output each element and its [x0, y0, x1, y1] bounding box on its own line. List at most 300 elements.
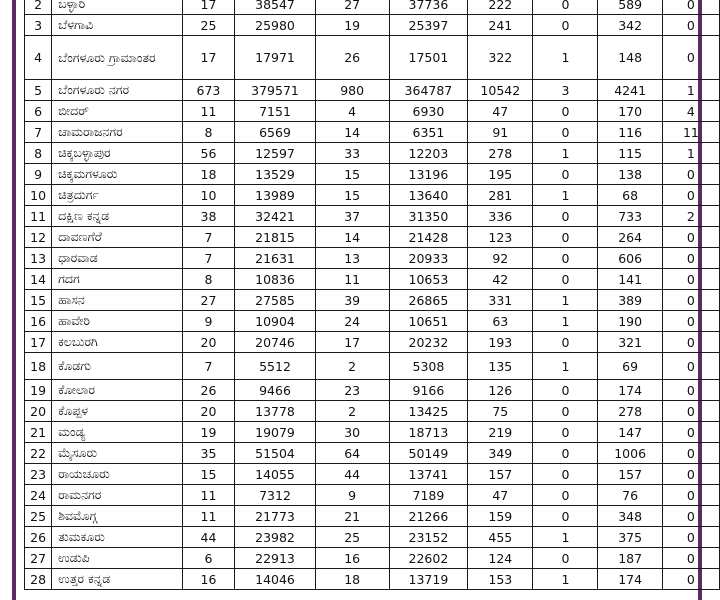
col-3-value: 15 — [315, 185, 389, 206]
table-row — [25, 311, 720, 332]
row-number: 23 — [25, 464, 52, 485]
col-6-value: 0 — [533, 485, 598, 506]
col-5-value: 126 — [468, 380, 533, 401]
table-row — [25, 353, 720, 380]
district-name: ಚಾಮರಾಜನಗರ — [52, 122, 182, 143]
col-8-value: 0 — [662, 185, 719, 206]
col-4-value: 13425 — [389, 401, 468, 422]
row-number: 13 — [25, 248, 52, 269]
district-name: ಕೊಡಗು — [52, 353, 182, 380]
col-8-value: 0 — [662, 227, 719, 248]
table-row — [25, 464, 720, 485]
col-7-value: 389 — [598, 290, 662, 311]
col-8-value: 0 — [662, 269, 719, 290]
col-1-value: 9 — [182, 311, 235, 332]
col-5-value: 157 — [468, 464, 533, 485]
district-name: ಬಳ್ಳಾರಿ — [52, 0, 182, 15]
col-1-value: 8 — [182, 122, 235, 143]
table-row — [25, 506, 720, 527]
col-8-value: 0 — [662, 464, 719, 485]
district-name: ಬೆಂಗಳೂರು ನಗರ — [52, 80, 182, 101]
col-7-value: 157 — [598, 464, 662, 485]
col-6-value: 1 — [533, 290, 598, 311]
table-row — [25, 380, 720, 401]
col-6-value: 1 — [533, 36, 598, 80]
table-body — [25, 0, 720, 590]
col-1-value: 11 — [182, 506, 235, 527]
row-number: 3 — [25, 15, 52, 36]
district-name: ಬೆಂಗಳೂರು ಗ್ರಾಮಾಂತರ — [52, 36, 182, 80]
col-3-value: 30 — [315, 422, 389, 443]
col-1-value: 56 — [182, 143, 235, 164]
col-4-value: 13741 — [389, 464, 468, 485]
col-6-value: 0 — [533, 101, 598, 122]
row-number: 15 — [25, 290, 52, 311]
col-5-value: 278 — [468, 143, 533, 164]
col-7-value: 69 — [598, 353, 662, 380]
district-name: ಶಿವಮೊಗ್ಗ — [52, 506, 182, 527]
col-1-value: 7 — [182, 227, 235, 248]
col-3-value: 2 — [315, 401, 389, 422]
district-name: ಉಡುಪಿ — [52, 548, 182, 569]
col-7-value: 278 — [598, 401, 662, 422]
col-7-value: 589 — [598, 0, 662, 15]
col-1-value: 27 — [182, 290, 235, 311]
district-name: ಗದಗ — [52, 269, 182, 290]
col-2-value: 21815 — [235, 227, 315, 248]
table-row — [25, 185, 720, 206]
col-2-value: 9466 — [235, 380, 315, 401]
col-6-value: 0 — [533, 15, 598, 36]
col-4-value: 13196 — [389, 164, 468, 185]
col-4-value: 21428 — [389, 227, 468, 248]
col-5-value: 195 — [468, 164, 533, 185]
col-8-value: 0 — [662, 36, 719, 80]
col-3-value: 17 — [315, 332, 389, 353]
col-2-value: 17971 — [235, 36, 315, 80]
district-name: ತುಮಕೂರು — [52, 527, 182, 548]
col-8-value: 0 — [662, 332, 719, 353]
table-row — [25, 227, 720, 248]
col-5-value: 193 — [468, 332, 533, 353]
row-number: 28 — [25, 569, 52, 590]
col-1-value: 11 — [182, 485, 235, 506]
col-2-value: 23982 — [235, 527, 315, 548]
col-4-value: 23152 — [389, 527, 468, 548]
col-4-value: 31350 — [389, 206, 468, 227]
col-3-value: 25 — [315, 527, 389, 548]
col-3-value: 14 — [315, 227, 389, 248]
col-3-value: 64 — [315, 443, 389, 464]
col-7-value: 1006 — [598, 443, 662, 464]
col-4-value: 12203 — [389, 143, 468, 164]
col-5-value: 349 — [468, 443, 533, 464]
table-row — [25, 332, 720, 353]
col-5-value: 47 — [468, 485, 533, 506]
table-row — [25, 164, 720, 185]
col-5-value: 241 — [468, 15, 533, 36]
row-number: 17 — [25, 332, 52, 353]
col-8-value: 0 — [662, 311, 719, 332]
col-6-value: 0 — [533, 422, 598, 443]
district-name: ಹಾಸನ — [52, 290, 182, 311]
col-2-value: 5512 — [235, 353, 315, 380]
col-5-value: 10542 — [468, 80, 533, 101]
row-number: 24 — [25, 485, 52, 506]
col-1-value: 19 — [182, 422, 235, 443]
col-8-value: 0 — [662, 164, 719, 185]
col-8-value: 0 — [662, 380, 719, 401]
col-8-value: 0 — [662, 443, 719, 464]
col-2-value: 20746 — [235, 332, 315, 353]
row-number: 4 — [25, 36, 52, 80]
col-3-value: 44 — [315, 464, 389, 485]
table-row — [25, 443, 720, 464]
col-8-value: 1 — [662, 80, 719, 101]
col-4-value: 9166 — [389, 380, 468, 401]
col-2-value: 38547 — [235, 0, 315, 15]
table-row — [25, 569, 720, 590]
col-8-value: 0 — [662, 569, 719, 590]
row-number: 27 — [25, 548, 52, 569]
row-number: 18 — [25, 353, 52, 380]
col-6-value: 0 — [533, 401, 598, 422]
col-1-value: 17 — [182, 0, 235, 15]
col-4-value: 50149 — [389, 443, 468, 464]
col-3-value: 16 — [315, 548, 389, 569]
col-8-value: 0 — [662, 527, 719, 548]
row-number: 19 — [25, 380, 52, 401]
district-name: ರಾಮನಗರ — [52, 485, 182, 506]
col-2-value: 51504 — [235, 443, 315, 464]
col-8-value: 2 — [662, 206, 719, 227]
col-3-value: 33 — [315, 143, 389, 164]
row-number: 5 — [25, 80, 52, 101]
col-2-value: 13989 — [235, 185, 315, 206]
col-1-value: 20 — [182, 401, 235, 422]
row-number: 9 — [25, 164, 52, 185]
col-1-value: 15 — [182, 464, 235, 485]
col-3-value: 14 — [315, 122, 389, 143]
row-number: 8 — [25, 143, 52, 164]
page-border-left — [12, 0, 16, 600]
col-1-value: 38 — [182, 206, 235, 227]
row-number: 7 — [25, 122, 52, 143]
col-6-value: 0 — [533, 443, 598, 464]
col-5-value: 75 — [468, 401, 533, 422]
table-row — [25, 15, 720, 36]
col-2-value: 21773 — [235, 506, 315, 527]
col-4-value: 13719 — [389, 569, 468, 590]
table-row — [25, 0, 720, 15]
table-row — [25, 527, 720, 548]
district-name: ಕಲಬುರಗಿ — [52, 332, 182, 353]
col-5-value: 219 — [468, 422, 533, 443]
col-3-value: 26 — [315, 36, 389, 80]
col-1-value: 20 — [182, 332, 235, 353]
table-row — [25, 248, 720, 269]
col-7-value: 321 — [598, 332, 662, 353]
row-number: 25 — [25, 506, 52, 527]
col-6-value: 1 — [533, 569, 598, 590]
col-3-value: 37 — [315, 206, 389, 227]
col-8-value: 0 — [662, 506, 719, 527]
district-name: ಚಿಕ್ಕಮಗಳೂರು — [52, 164, 182, 185]
col-7-value: 375 — [598, 527, 662, 548]
row-number: 26 — [25, 527, 52, 548]
col-2-value: 25980 — [235, 15, 315, 36]
col-5-value: 153 — [468, 569, 533, 590]
district-name: ಹಾವೇರಿ — [52, 311, 182, 332]
row-number: 20 — [25, 401, 52, 422]
col-2-value: 22913 — [235, 548, 315, 569]
col-7-value: 68 — [598, 185, 662, 206]
col-6-value: 0 — [533, 248, 598, 269]
row-number: 6 — [25, 101, 52, 122]
col-6-value: 0 — [533, 548, 598, 569]
col-4-value: 20933 — [389, 248, 468, 269]
col-7-value: 116 — [598, 122, 662, 143]
col-5-value: 222 — [468, 0, 533, 15]
col-3-value: 9 — [315, 485, 389, 506]
col-3-value: 21 — [315, 506, 389, 527]
col-8-value: 0 — [662, 401, 719, 422]
col-5-value: 42 — [468, 269, 533, 290]
col-1-value: 7 — [182, 353, 235, 380]
col-5-value: 91 — [468, 122, 533, 143]
col-1-value: 10 — [182, 185, 235, 206]
row-number: 10 — [25, 185, 52, 206]
col-7-value: 147 — [598, 422, 662, 443]
col-4-value: 37736 — [389, 0, 468, 15]
col-5-value: 159 — [468, 506, 533, 527]
table-row — [25, 122, 720, 143]
col-4-value: 6351 — [389, 122, 468, 143]
district-name: ಧಾರವಾಡ — [52, 248, 182, 269]
col-6-value: 0 — [533, 506, 598, 527]
district-name: ದಾವಣಗೆರೆ — [52, 227, 182, 248]
col-4-value: 5308 — [389, 353, 468, 380]
col-1-value: 35 — [182, 443, 235, 464]
col-8-value: 0 — [662, 15, 719, 36]
col-7-value: 148 — [598, 36, 662, 80]
col-4-value: 25397 — [389, 15, 468, 36]
table-row — [25, 422, 720, 443]
col-2-value: 13778 — [235, 401, 315, 422]
col-1-value: 8 — [182, 269, 235, 290]
col-5-value: 123 — [468, 227, 533, 248]
col-4-value: 10651 — [389, 311, 468, 332]
col-5-value: 455 — [468, 527, 533, 548]
col-4-value: 10653 — [389, 269, 468, 290]
table-row — [25, 80, 720, 101]
col-1-value: 18 — [182, 164, 235, 185]
col-6-value: 1 — [533, 353, 598, 380]
district-name: ಚಿಕ್ಕಬಳ್ಳಾಪುರ — [52, 143, 182, 164]
col-1-value: 11 — [182, 101, 235, 122]
col-6-value: 0 — [533, 227, 598, 248]
col-8-value: 0 — [662, 422, 719, 443]
col-6-value: 1 — [533, 527, 598, 548]
district-name: ಬೆಳಗಾವಿ — [52, 15, 182, 36]
col-1-value: 6 — [182, 548, 235, 569]
col-4-value: 26865 — [389, 290, 468, 311]
col-4-value: 17501 — [389, 36, 468, 80]
table-row — [25, 206, 720, 227]
col-3-value: 23 — [315, 380, 389, 401]
col-6-value: 0 — [533, 0, 598, 15]
col-6-value: 0 — [533, 380, 598, 401]
col-2-value: 19079 — [235, 422, 315, 443]
district-name: ಬೀದರ್ — [52, 101, 182, 122]
col-7-value: 138 — [598, 164, 662, 185]
col-4-value: 6930 — [389, 101, 468, 122]
col-6-value: 0 — [533, 332, 598, 353]
col-5-value: 331 — [468, 290, 533, 311]
col-2-value: 27585 — [235, 290, 315, 311]
row-number: 22 — [25, 443, 52, 464]
col-7-value: 4241 — [598, 80, 662, 101]
col-2-value: 379571 — [235, 80, 315, 101]
col-6-value: 0 — [533, 269, 598, 290]
row-number: 12 — [25, 227, 52, 248]
table-row — [25, 401, 720, 422]
col-3-value: 18 — [315, 569, 389, 590]
col-7-value: 190 — [598, 311, 662, 332]
table-row — [25, 143, 720, 164]
col-8-value: 11 — [662, 122, 719, 143]
col-7-value: 264 — [598, 227, 662, 248]
col-8-value: 0 — [662, 485, 719, 506]
col-2-value: 7151 — [235, 101, 315, 122]
col-1-value: 673 — [182, 80, 235, 101]
col-4-value: 20232 — [389, 332, 468, 353]
row-number: 2 — [25, 0, 52, 15]
col-8-value: 1 — [662, 143, 719, 164]
col-7-value: 170 — [598, 101, 662, 122]
table-row — [25, 485, 720, 506]
col-8-value: 0 — [662, 248, 719, 269]
table-row — [25, 269, 720, 290]
district-data-table — [24, 0, 720, 590]
col-4-value: 18713 — [389, 422, 468, 443]
col-7-value: 174 — [598, 380, 662, 401]
col-5-value: 336 — [468, 206, 533, 227]
col-5-value: 63 — [468, 311, 533, 332]
col-2-value: 14055 — [235, 464, 315, 485]
col-3-value: 13 — [315, 248, 389, 269]
col-3-value: 2 — [315, 353, 389, 380]
row-number: 21 — [25, 422, 52, 443]
col-7-value: 115 — [598, 143, 662, 164]
col-1-value: 7 — [182, 248, 235, 269]
col-8-value: 0 — [662, 290, 719, 311]
col-6-value: 0 — [533, 206, 598, 227]
col-4-value: 13640 — [389, 185, 468, 206]
col-3-value: 15 — [315, 164, 389, 185]
row-number: 16 — [25, 311, 52, 332]
col-7-value: 187 — [598, 548, 662, 569]
col-7-value: 141 — [598, 269, 662, 290]
col-2-value: 6569 — [235, 122, 315, 143]
district-name: ಚಿತ್ರದುರ್ಗ — [52, 185, 182, 206]
col-6-value: 1 — [533, 185, 598, 206]
col-2-value: 7312 — [235, 485, 315, 506]
col-4-value: 7189 — [389, 485, 468, 506]
col-5-value: 281 — [468, 185, 533, 206]
col-8-value: 4 — [662, 101, 719, 122]
col-7-value: 76 — [598, 485, 662, 506]
col-2-value: 32421 — [235, 206, 315, 227]
col-7-value: 606 — [598, 248, 662, 269]
col-2-value: 13529 — [235, 164, 315, 185]
col-5-value: 47 — [468, 101, 533, 122]
col-4-value: 22602 — [389, 548, 468, 569]
col-7-value: 174 — [598, 569, 662, 590]
table-row — [25, 101, 720, 122]
col-6-value: 0 — [533, 164, 598, 185]
col-7-value: 348 — [598, 506, 662, 527]
col-1-value: 17 — [182, 36, 235, 80]
col-6-value: 1 — [533, 143, 598, 164]
table-row — [25, 36, 720, 80]
col-8-value: 0 — [662, 548, 719, 569]
col-5-value: 92 — [468, 248, 533, 269]
col-4-value: 21266 — [389, 506, 468, 527]
col-8-value: 0 — [662, 353, 719, 380]
col-3-value: 19 — [315, 15, 389, 36]
col-2-value: 21631 — [235, 248, 315, 269]
col-5-value: 124 — [468, 548, 533, 569]
col-6-value: 3 — [533, 80, 598, 101]
col-2-value: 10836 — [235, 269, 315, 290]
col-3-value: 11 — [315, 269, 389, 290]
col-8-value: 0 — [662, 0, 719, 15]
col-6-value: 0 — [533, 464, 598, 485]
col-3-value: 27 — [315, 0, 389, 15]
col-3-value: 980 — [315, 80, 389, 101]
district-name: ಉತ್ತರ ಕನ್ನಡ — [52, 569, 182, 590]
col-1-value: 26 — [182, 380, 235, 401]
col-3-value: 39 — [315, 290, 389, 311]
col-6-value: 0 — [533, 122, 598, 143]
col-7-value: 342 — [598, 15, 662, 36]
col-3-value: 4 — [315, 101, 389, 122]
col-2-value: 12597 — [235, 143, 315, 164]
district-name: ದಕ್ಷಿಣ ಕನ್ನಡ — [52, 206, 182, 227]
col-1-value: 25 — [182, 15, 235, 36]
col-5-value: 322 — [468, 36, 533, 80]
col-5-value: 135 — [468, 353, 533, 380]
district-name: ಕೊಪ್ಪಳ — [52, 401, 182, 422]
col-7-value: 733 — [598, 206, 662, 227]
district-name: ಮೈಸೂರು — [52, 443, 182, 464]
table-row — [25, 290, 720, 311]
district-name: ರಾಯಚೂರು — [52, 464, 182, 485]
col-2-value: 10904 — [235, 311, 315, 332]
col-1-value: 16 — [182, 569, 235, 590]
district-name: ಕೋಲಾರ — [52, 380, 182, 401]
col-4-value: 364787 — [389, 80, 468, 101]
district-name: ಮಂಡ್ಯ — [52, 422, 182, 443]
table-row — [25, 548, 720, 569]
col-2-value: 14046 — [235, 569, 315, 590]
col-3-value: 24 — [315, 311, 389, 332]
row-number: 14 — [25, 269, 52, 290]
row-number: 11 — [25, 206, 52, 227]
col-1-value: 44 — [182, 527, 235, 548]
col-6-value: 1 — [533, 311, 598, 332]
